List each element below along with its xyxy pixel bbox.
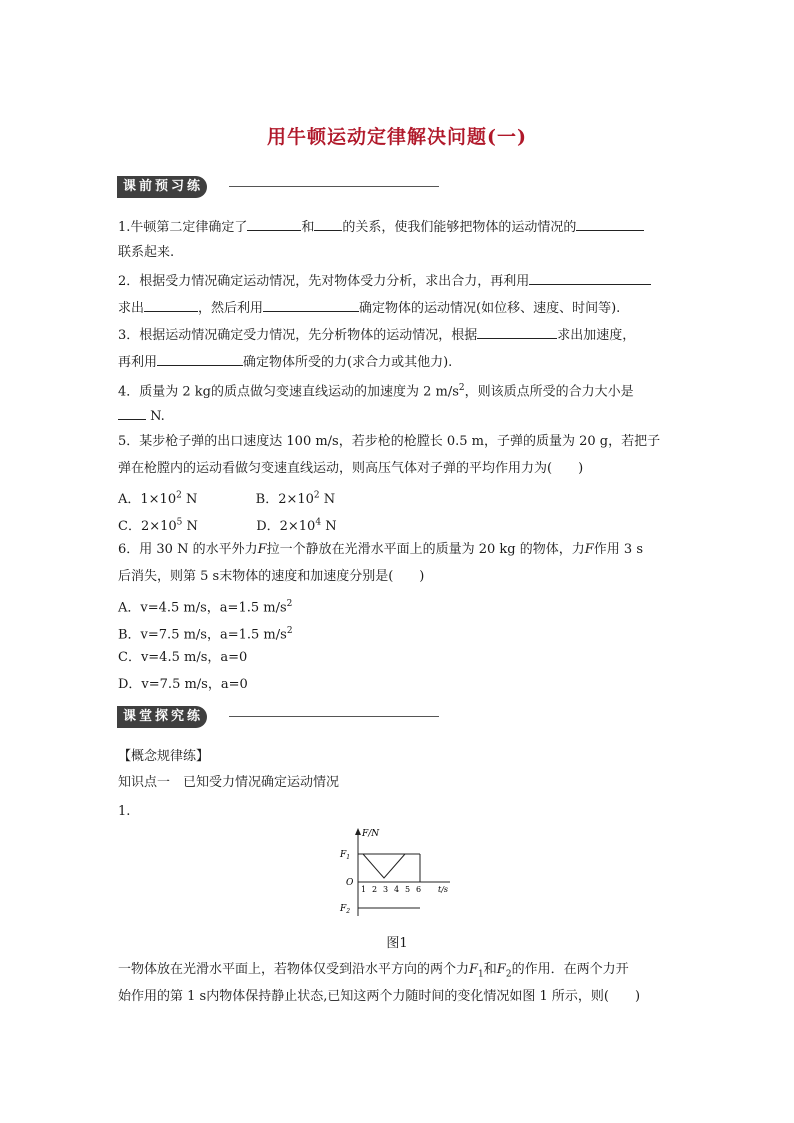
q2-text-c: ，然后利用 [198,301,264,316]
q2-text-d: 确定物体的运动情况(如位移、速度、时间等). [359,301,621,316]
tick-label: 4 [394,885,400,894]
bullet-dot-icon [215,182,225,192]
section-header-classroom [117,706,439,728]
blank [477,324,557,339]
force-time-graph [338,826,462,918]
concept-heading: 【概念规律练】 [118,749,210,764]
section-divider [229,186,439,187]
blank [576,216,644,231]
bullet-dot-icon [215,712,225,722]
blank [118,405,146,420]
q5-text-b: 弹在枪膛内的运动看做匀变速直线运动，则高压气体对子弹的平均作用力为( ) [118,461,584,476]
q6-text-a2: 拉一个静放在光滑水平面上的质量为 20 kg 的物体，力 [266,542,585,557]
q6-option-a[interactable]: A．v=4.5 m/s，a=1.5 $m/s^2$ [118,599,293,616]
blank [144,297,198,312]
q1-text-b: 和 [301,220,315,235]
question-3-line-2 [118,351,452,373]
q1-text-c: 的关系，使我们能够把物体的运动情况的 [342,220,577,235]
figure-caption: 图1 [386,936,408,951]
question-1-line-2 [118,243,174,263]
question-1-line-1 [118,216,644,238]
q2-text-b: 求出 [118,301,145,316]
q5-option-d[interactable]: D．$2\times 10^4$ N [256,518,337,535]
q6-option-b[interactable]: B．v=7.5 m/s，a=1.5 $m/s^2$ [118,626,293,643]
blank [263,297,359,312]
q5-option-a[interactable]: A．$1\times 10^2$ N [118,491,198,508]
blank [157,351,243,366]
question-2-line-2 [118,297,620,319]
q5-text-a: 5．某步枪子弹的出口速度达 100 m/s，若步枪的枪膛长 0.5 m，子弹的质量为 20 g，若把子 [118,434,661,449]
problem-1-line-2: 始作用的第 1 s内物体保持静止状态,已知这两个力随时间的变化情况如图 1 所示，则( ) [118,989,641,1004]
q3-text-a: 3．根据运动情况确定受力情况，先分析物体的运动情况，根据 [118,328,478,343]
q6-text-a3: 作用 3 s [593,542,644,557]
section-label: 课前预习练 [117,176,207,198]
problem-number: 1. [118,804,131,819]
q4-text-b: ，则该质点所受的合力大小是 [464,384,634,400]
section-divider [229,716,439,717]
tick-label: 3 [383,885,389,894]
q3-text-b: 求出加速度， [557,328,636,343]
tick-label: 5 [405,885,411,894]
question-4-line-1 [118,378,634,402]
y-axis-label: F/N [362,829,380,839]
q6-force-symbol: F [257,542,267,557]
question-6-line-2 [118,567,424,587]
knowledge-point: 知识点一 已知受力情况确定运动情况 [118,775,340,790]
q4-text-c: N. [150,409,165,424]
y-axis-arrow-icon [355,828,361,835]
q3-text-d: 确定物体所受的力(求合力或其他力). [243,355,453,370]
q2-text-a: 2．根据受力情况确定运动情况，先对物体受力分析，求出合力，再利用 [118,274,530,289]
q6-text-a: 6．用 30 N 的水平外力 [118,542,258,557]
f2-magnitude-line [363,854,405,878]
q4-text-a: 4．质量为 2 kg的质点做匀变速直线运动的加速度为 2 m/s [118,384,459,400]
question-5-line-2 [118,459,583,479]
question-6-line-1 [118,540,643,560]
question-2-line-1 [118,270,651,292]
f1-label: $F_1$ [340,850,351,861]
section-header-preview [117,176,439,198]
q1-text-d: 联系起来. [118,245,175,260]
page-title: 用牛顿运动定律解决问题(一) [267,126,527,148]
question-4-line-2 [118,405,165,427]
q5-options-row-1 [118,486,335,510]
q1-text-a: 1.牛顿第二定律确定了 [118,220,248,235]
x-axis-label: t/s [438,885,449,894]
q6-option-c[interactable]: C．v=4.5 m/s，a=0 [118,650,248,665]
blank [314,216,342,231]
blank [247,216,301,231]
tick-label: 6 [416,885,422,894]
q6-option-d[interactable]: D．v=7.5 m/s，a=0 [118,677,248,692]
f2-label: $F_2$ [340,904,351,915]
q6-force-symbol-2: F [584,542,594,557]
q6-text-b: 后消失，则第 5 s末物体的速度和加速度分别是( ) [118,569,425,584]
question-3-line-1 [118,324,635,346]
q5-option-c[interactable]: C．$2\times 10^5$ N [118,518,198,535]
origin-label: O [346,878,354,888]
tick-label: 1 [361,885,367,894]
q5-options-row-2 [118,513,337,537]
question-5-line-1 [118,432,660,452]
q3-text-c: 再利用 [118,355,158,370]
problem-1-line-1: 一物体放在光滑水平面上，若物体仅受到沿水平方向的两个力$F_1$和$F_2$的作用．在两个力开 [118,962,629,980]
blank [529,270,651,285]
tick-label: 2 [372,885,378,894]
q5-option-b[interactable]: B．$2\times 10^2$ N [255,491,336,508]
section-label: 课堂探究练 [117,706,207,728]
q4-superscript: 2 [458,383,465,393]
